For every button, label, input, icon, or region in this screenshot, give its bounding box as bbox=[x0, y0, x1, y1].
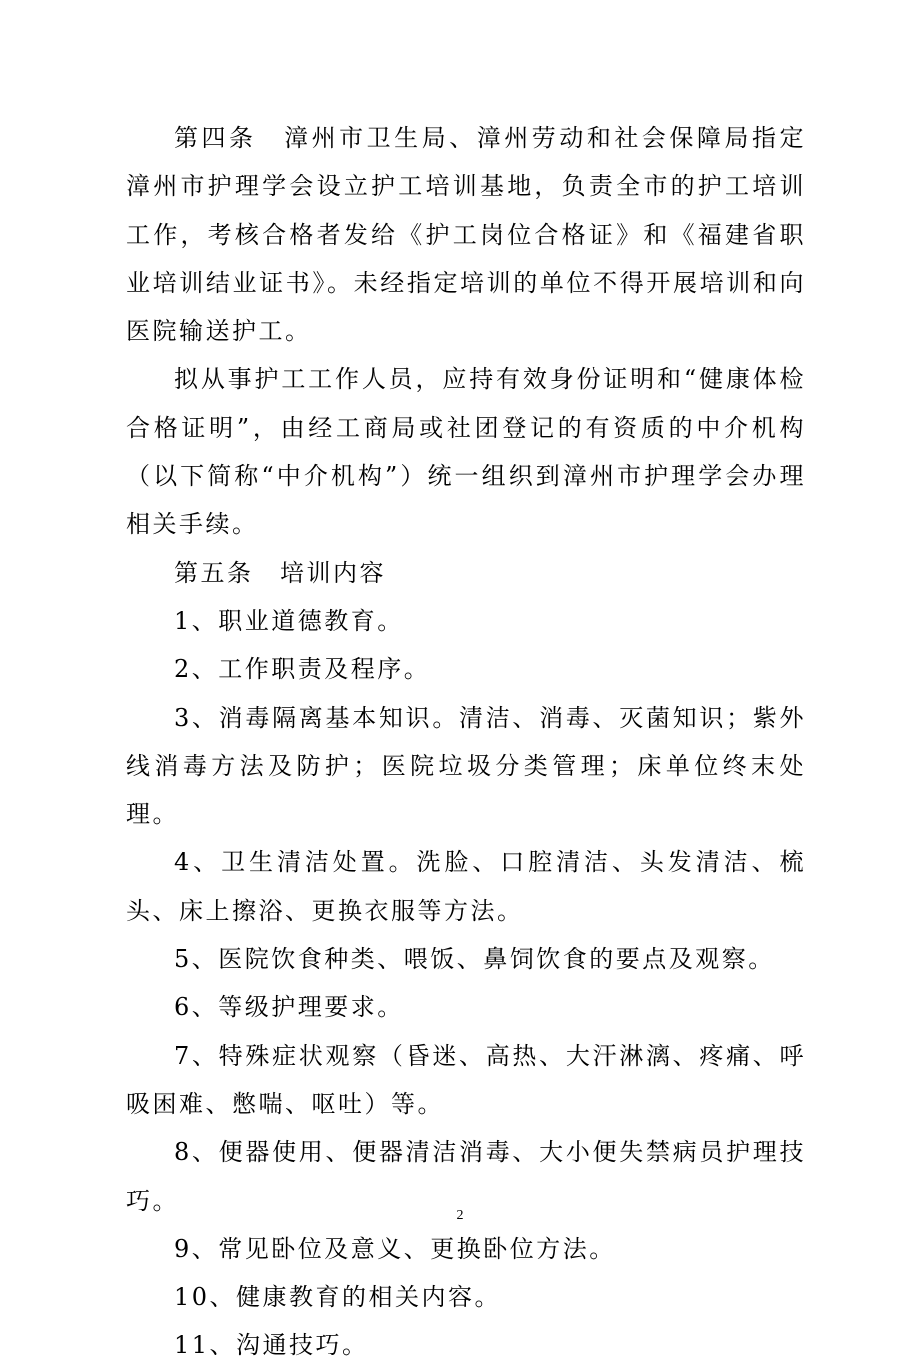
list-item-7: 7、特殊症状观察（昏迷、高热、大汗淋漓、疼痛、呼吸困难、憋喘、呕吐）等。 bbox=[126, 1041, 806, 1118]
list-item-1: 1、职业道德教育。 bbox=[174, 606, 404, 635]
list-item-3: 3、消毒隔离基本知识。清洁、消毒、灭菌知识；紫外线消毒方法及防护；医院垃圾分类管理；床单位终末处理。 bbox=[126, 703, 806, 829]
paragraph-article-4: 第四条 漳州市卫生局、漳州劳动和社会保障局指定漳州市护理学会设立护工培训基地，负责全市的护工培训工作，考核合格者发给《护工岗位合格证》和《福建省职业培训结业证书》。未经指定培训的单位不得开展培训和向医院输送护工。 bbox=[126, 124, 806, 346]
document-body bbox=[126, 114, 806, 1370]
list-item-2: 2、工作职责及程序。 bbox=[174, 655, 431, 684]
list-item-8: 8、便器使用、便器清洁消毒、大小便失禁病员护理技巧。 bbox=[126, 1138, 806, 1215]
list-item-6: 6、等级护理要求。 bbox=[174, 993, 404, 1022]
list-item-10: 10、健康教育的相关内容。 bbox=[174, 1283, 502, 1312]
page-number: 2 bbox=[456, 1208, 464, 1223]
list-item-5: 5、医院饮食种类、喂饭、鼻饲饮食的要点及观察。 bbox=[174, 945, 775, 974]
list-item-9: 9、常见卧位及意义、更换卧位方法。 bbox=[174, 1234, 616, 1263]
list-item-4: 4、卫生清洁处置。洗脸、口腔清洁、头发清洁、梳头、床上擦浴、更换衣服等方法。 bbox=[126, 848, 806, 925]
list-item-11: 11、沟通技巧。 bbox=[174, 1331, 369, 1360]
paragraph-applicant-requirements: 拟从事护工工作人员，应持有效身份证明和“健康体检合格证明”，由经工商局或社团登记的有资质的中介机构（以下简称“中介机构”）统一组织到漳州市护理学会办理相关手续。 bbox=[126, 365, 806, 539]
paragraph-article-5-heading: 第五条 培训内容 bbox=[174, 558, 386, 587]
